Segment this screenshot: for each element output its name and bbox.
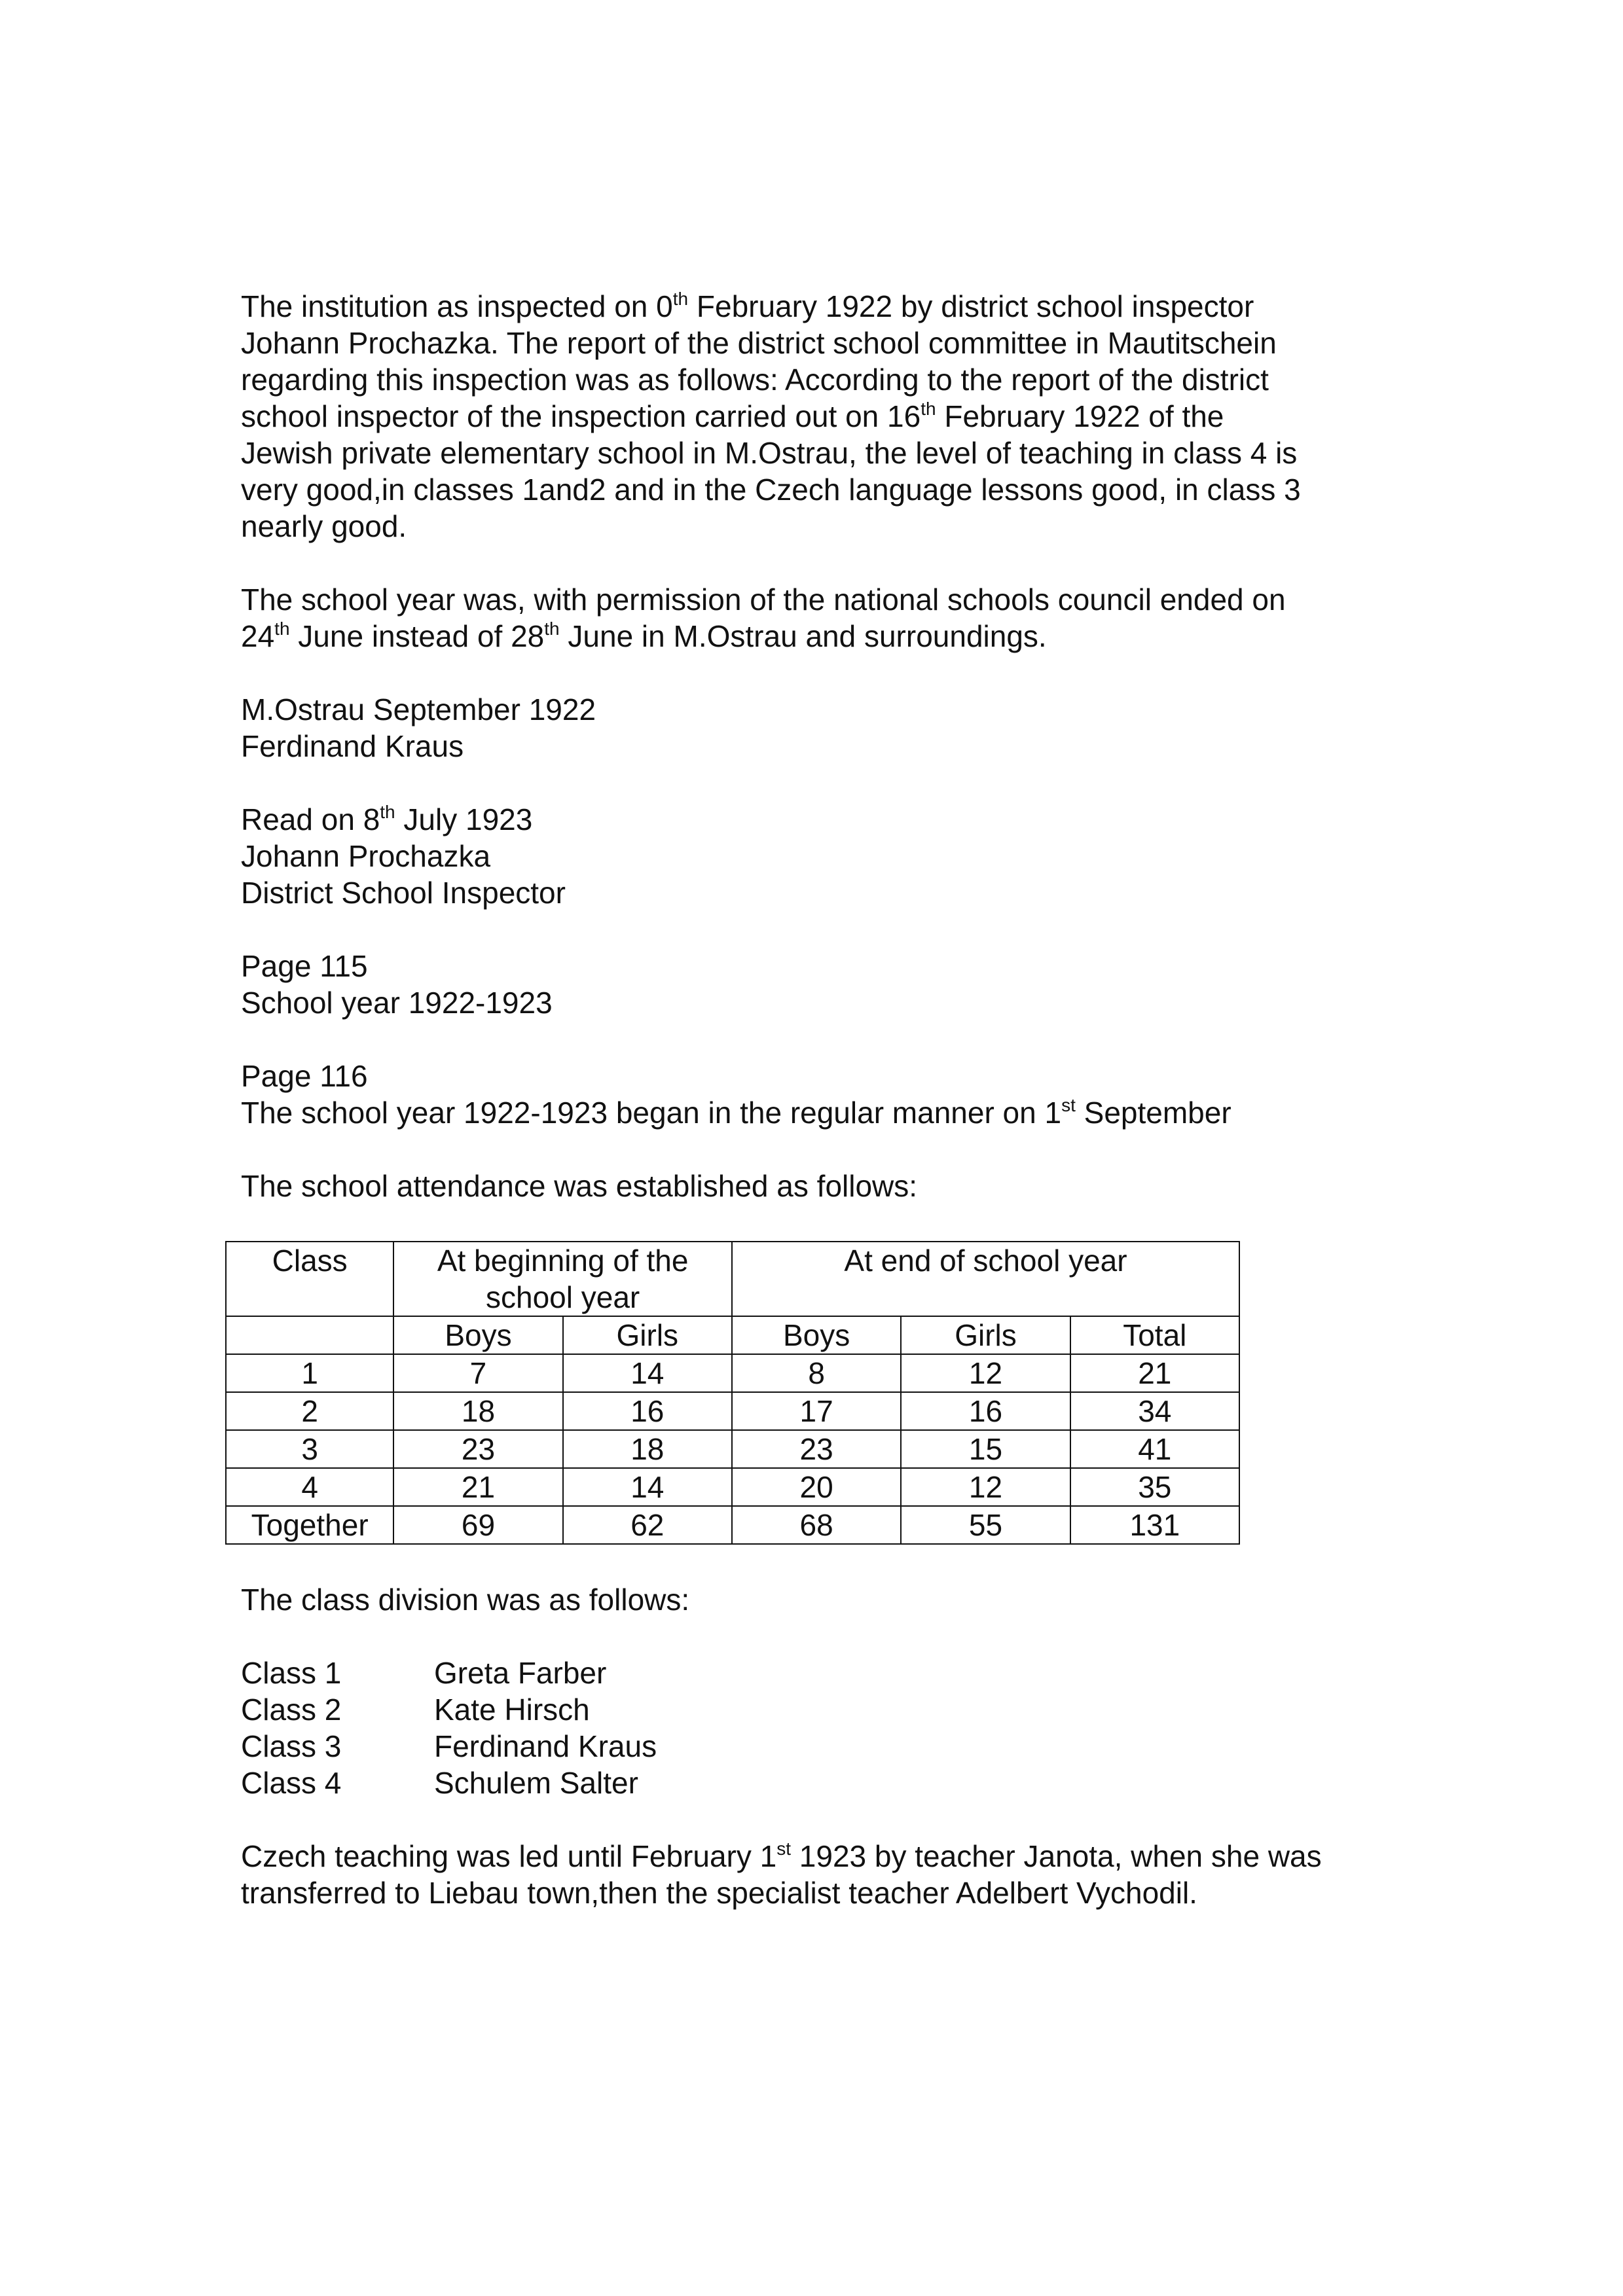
table-row: 3 23 18 23 15 41 xyxy=(226,1430,1239,1468)
czech-teaching-paragraph: Czech teaching was led until February 1st 1923 by teacher Janota, when she was transferred to Liebau town,then the specialist teacher Adelbert Vychodil. xyxy=(241,1838,1322,1910)
attendance-table xyxy=(225,1241,1240,1545)
page-115-block xyxy=(241,948,1419,1021)
division-intro: The class division was as follows: xyxy=(241,1583,690,1617)
section-heading: School year 1922-1923 xyxy=(241,986,553,1020)
header-beginning-of-year: At beginning of the school year xyxy=(393,1242,732,1316)
list-item: Class 4 Schulem Salter xyxy=(241,1766,638,1800)
header-end-of-year: At end of school year xyxy=(732,1242,1239,1316)
table-row: 2 18 16 17 16 34 xyxy=(226,1392,1239,1430)
class-division-list xyxy=(241,1655,1419,1801)
table-header-row xyxy=(226,1242,1239,1316)
inspection-paragraph: The institution as inspected on 0th February 1922 by district school inspector Johann Prochazka. The report of the district school committee in Mautitschein regarding this inspection was as follows: According to the report of the district school inspector of the inspection carried out on 16th February 1922 of the Jewish private elementary school in M.Ostrau, the level of teaching in class 4 is very good,in classes 1and2 and in the Czech language lessons good, in class 3 nearly good. xyxy=(241,288,1301,543)
header-class: Class xyxy=(226,1242,393,1316)
table-total-row: Together 69 62 68 55 131 xyxy=(226,1506,1239,1544)
page-116-block: Page 116 The school year 1922-1923 began in the regular manner on 1st September xyxy=(241,1058,1419,1131)
page-number: Page 116 xyxy=(241,1059,368,1093)
read-note-block: Read on 8th July 1923 Johann Prochazka District School Inspector xyxy=(241,801,566,910)
table-row: 1 7 14 8 12 21 xyxy=(226,1354,1239,1392)
page-number: Page 115 xyxy=(241,949,368,983)
list-item: Class 2 Kate Hirsch xyxy=(241,1693,590,1727)
table-row: 4 21 14 20 12 35 xyxy=(226,1468,1239,1506)
table-subheader-row: Boys Girls Boys Girls Total xyxy=(226,1316,1239,1354)
document-page xyxy=(241,288,1419,1948)
list-item: Class 3 Ferdinand Kraus xyxy=(241,1729,657,1763)
list-item: Class 1 Greta Farber xyxy=(241,1656,607,1690)
school-year-end-paragraph: The school year was, with permission of the national schools council ended on 24th June instead of 28th June in M.Ostrau and surroundings. xyxy=(241,583,1286,653)
signature-block: M.Ostrau September 1922 Ferdinand Kraus xyxy=(241,692,596,763)
attendance-intro: The school attendance was established as follows: xyxy=(241,1169,918,1203)
